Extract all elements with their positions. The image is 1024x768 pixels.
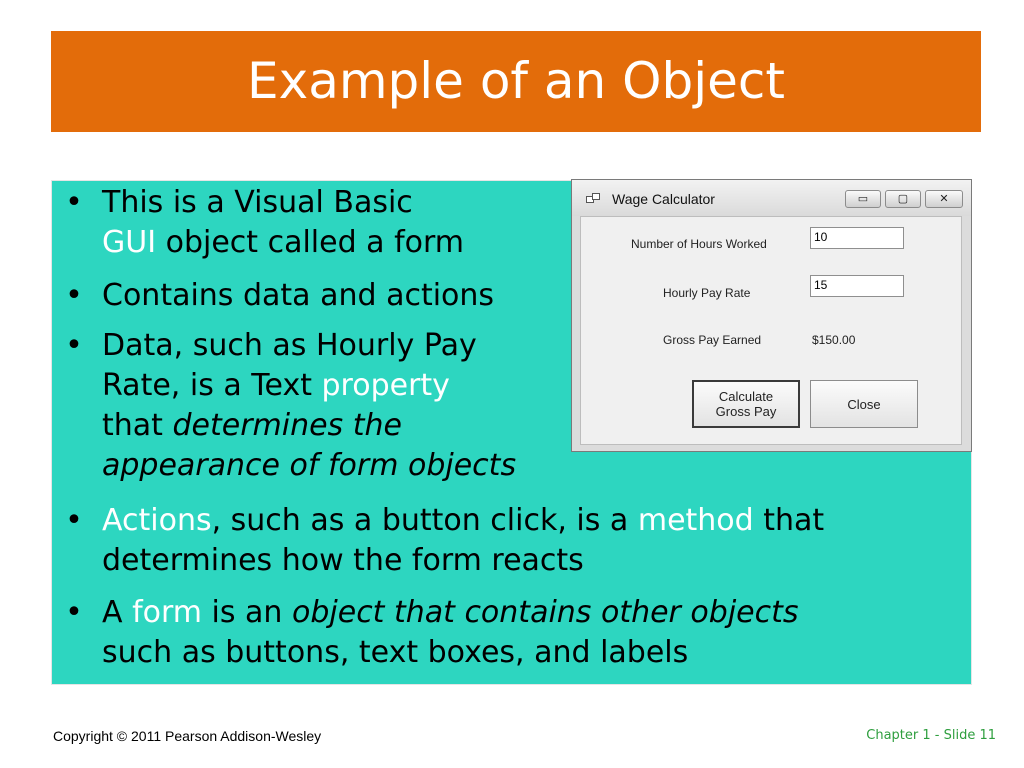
bullet-line xyxy=(102,633,799,673)
hours-input[interactable]: 10 xyxy=(810,227,904,249)
emphasis-text: appearance of form objects xyxy=(102,448,517,483)
bullet-marker: • xyxy=(65,328,83,363)
gross-pay-value: $150.00 xyxy=(812,333,856,347)
body-text: that xyxy=(753,503,825,538)
bullet-text xyxy=(102,593,799,673)
body-text: object called a form xyxy=(156,225,465,260)
body-text: Rate, is a Text xyxy=(102,368,322,403)
window-titlebar[interactable] xyxy=(572,180,971,216)
window-app-icon xyxy=(586,193,600,205)
window-title: Wage Calculator xyxy=(612,191,715,207)
calculate-button-label: Calculate Gross Pay xyxy=(715,389,777,419)
highlight-text: method xyxy=(637,503,754,538)
bullet-line xyxy=(102,326,516,366)
wage-calculator-window xyxy=(571,179,972,452)
calculate-button[interactable] xyxy=(692,380,800,428)
copyright-text: Copyright © 2011 Pearson Addison-Wesley xyxy=(53,728,322,744)
body-text: Contains data and actions xyxy=(102,278,495,313)
bullet-line xyxy=(102,276,494,316)
maximize-icon[interactable]: ▢ xyxy=(885,190,921,208)
highlight-text: form xyxy=(132,595,203,630)
emphasis-text: determines the xyxy=(172,408,402,443)
bullet-marker: • xyxy=(65,503,83,538)
body-text: is an xyxy=(202,595,292,630)
bullet-line xyxy=(102,366,516,406)
bullet-marker: • xyxy=(65,185,83,220)
minimize-icon[interactable]: ▭ xyxy=(845,190,881,208)
body-text: This is a Visual Basic xyxy=(102,185,413,220)
highlight-text: property xyxy=(321,368,450,403)
body-text: , such as a button click, is a xyxy=(211,503,638,538)
hours-label: Number of Hours Worked xyxy=(631,237,767,251)
close-button[interactable] xyxy=(810,380,918,428)
close-button-label: Close xyxy=(847,396,881,412)
slide-number: Chapter 1 - Slide 11 xyxy=(866,728,996,743)
window-controls xyxy=(845,190,963,210)
bullet-line xyxy=(102,593,799,633)
gross-pay-label: Gross Pay Earned xyxy=(663,333,762,347)
bullet-text xyxy=(102,276,494,316)
bullet-line xyxy=(102,223,464,263)
title-bar xyxy=(51,31,981,132)
window-body xyxy=(580,216,962,445)
body-text: Data, such as Hourly Pay xyxy=(102,328,477,363)
body-text: that xyxy=(102,408,173,443)
bullet-line xyxy=(102,406,516,446)
highlight-text: Actions xyxy=(102,503,212,538)
bullet-marker: • xyxy=(65,278,83,313)
bullet-text xyxy=(102,326,516,486)
body-text: A xyxy=(102,595,133,630)
emphasis-text: object that contains other objects xyxy=(292,595,799,630)
bullet-line xyxy=(102,446,516,486)
rate-input[interactable]: 15 xyxy=(810,275,904,297)
bullet-line xyxy=(102,541,824,581)
bullet-text xyxy=(102,183,464,263)
highlight-text: GUI xyxy=(102,225,157,260)
close-icon[interactable]: ✕ xyxy=(925,190,963,208)
bullet-marker: • xyxy=(65,595,83,630)
bullet-line xyxy=(102,501,824,541)
body-text: determines how the form reacts xyxy=(102,543,584,578)
bullet-line xyxy=(102,183,464,223)
rate-label: Hourly Pay Rate xyxy=(663,286,751,300)
body-text: such as buttons, text boxes, and labels xyxy=(102,635,689,670)
bullet-text xyxy=(102,501,824,581)
slide-title: Example of an Object xyxy=(247,52,785,110)
